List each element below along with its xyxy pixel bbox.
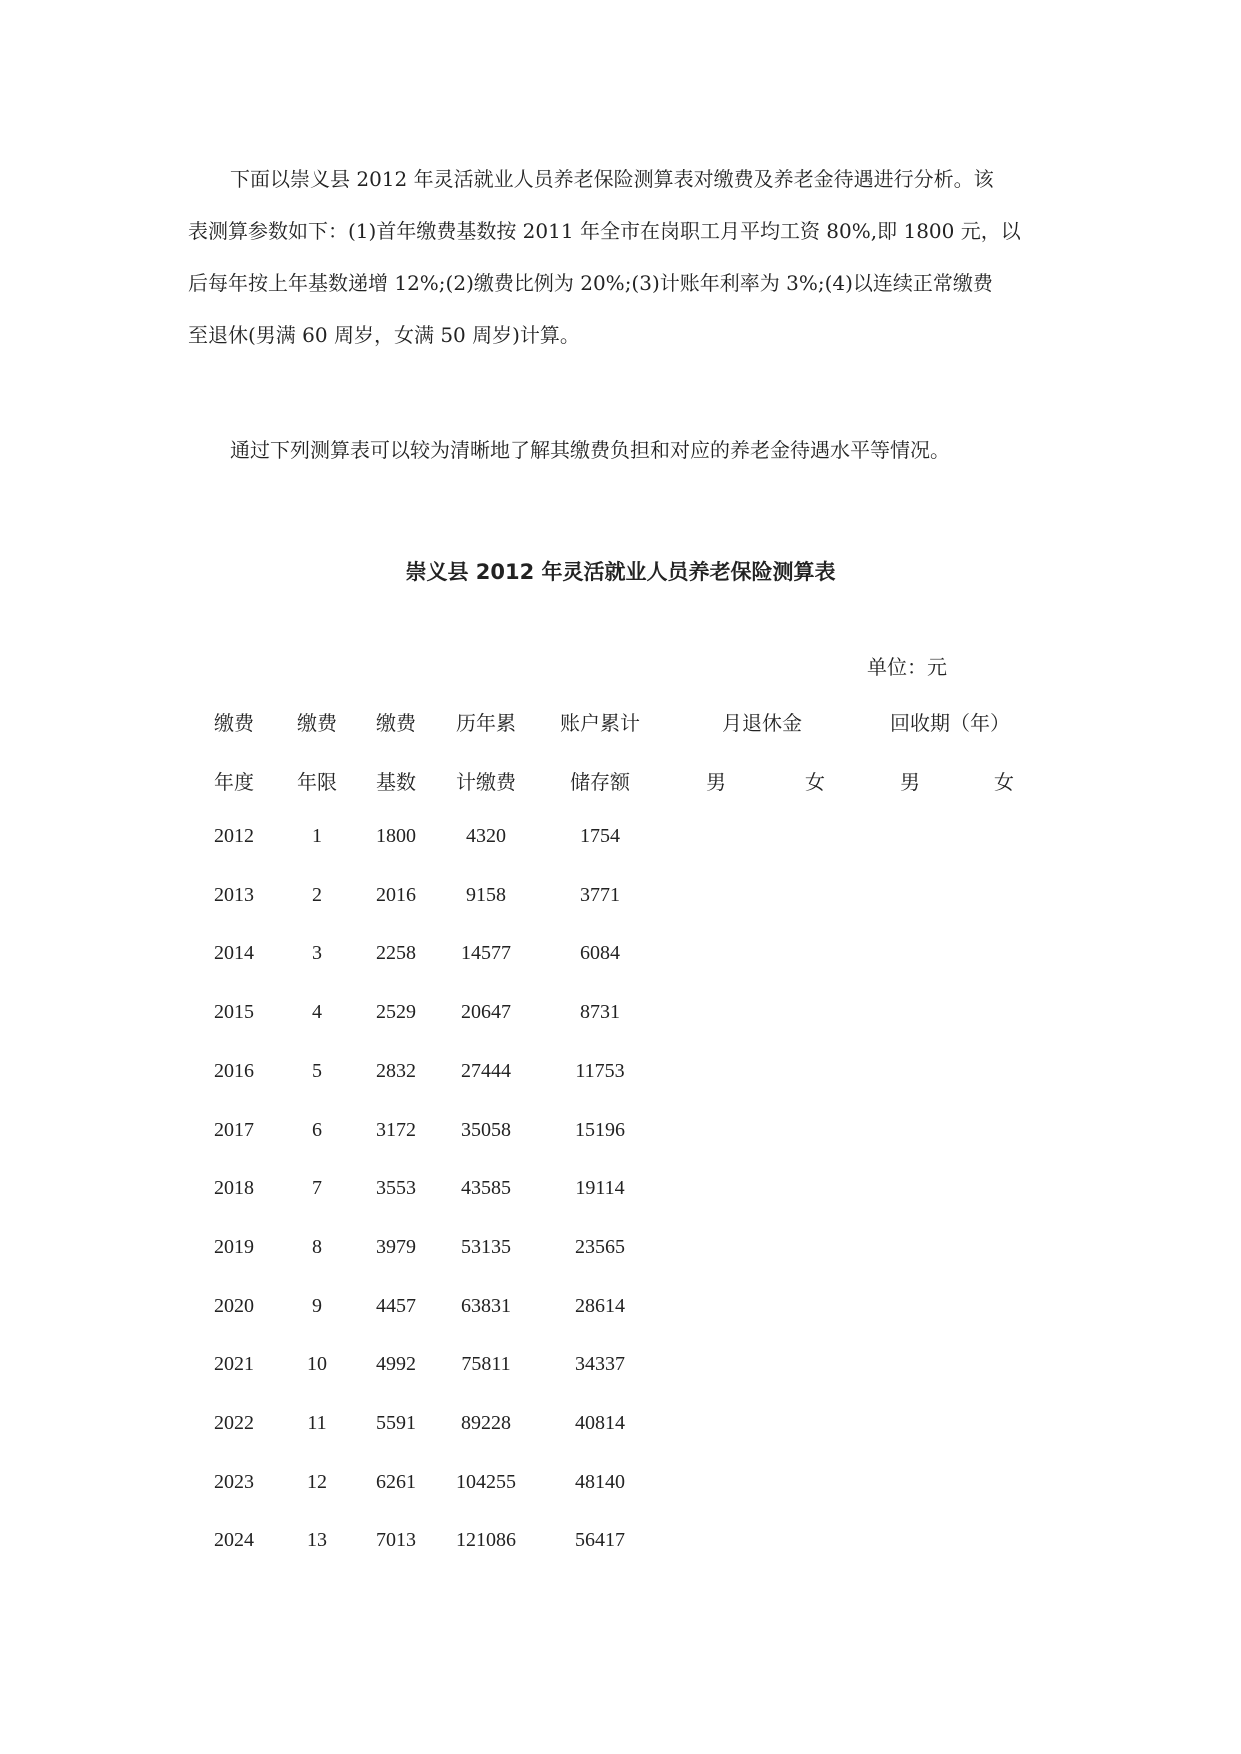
table-cell: 3553 <box>376 1177 416 1199</box>
table-cell: 89228 <box>461 1412 511 1434</box>
table-cell: 2016 <box>214 1060 254 1082</box>
table-cell: 8731 <box>580 1001 620 1023</box>
table-cell: 5591 <box>376 1412 416 1434</box>
header-cell-payback-period: 回收期（年） <box>890 711 1010 735</box>
table-cell: 63831 <box>461 1295 511 1317</box>
table-cell: 2529 <box>376 1001 416 1023</box>
table-cell: 6261 <box>376 1471 416 1493</box>
table-cell: 2014 <box>214 942 254 964</box>
table-cell: 2018 <box>214 1177 254 1199</box>
intro-line: 表测算参数如下：(1)首年缴费基数按 2011 年全市在岗职工月平均工资 80%,即 1800 元，以 <box>188 219 1021 243</box>
table-cell: 7013 <box>376 1529 416 1551</box>
table-cell: 6 <box>312 1119 322 1141</box>
header-cell: 年限 <box>297 770 337 794</box>
table-cell: 40814 <box>575 1412 625 1434</box>
intro-line: 下面以崇义县 2012 年灵活就业人员养老保险测算表对缴费及养老金待遇进行分析。该 <box>230 167 994 191</box>
table-cell: 2258 <box>376 942 416 964</box>
table-cell: 14577 <box>461 942 511 964</box>
table-cell: 10 <box>307 1353 327 1375</box>
table-cell: 5 <box>312 1060 322 1082</box>
table-cell: 2013 <box>214 884 254 906</box>
table-cell: 2019 <box>214 1236 254 1258</box>
table-cell: 53135 <box>461 1236 511 1258</box>
header-cell: 缴费 <box>214 711 254 735</box>
header-cell-female: 女 <box>805 770 825 794</box>
header-cell: 储存额 <box>570 770 630 794</box>
table-cell: 13 <box>307 1529 327 1551</box>
header-cell: 缴费 <box>297 711 337 735</box>
table-cell: 9158 <box>466 884 506 906</box>
table-cell: 56417 <box>575 1529 625 1551</box>
table-cell: 48140 <box>575 1471 625 1493</box>
table-title: 崇义县 2012 年灵活就业人员养老保险测算表 <box>405 560 836 584</box>
header-cell-male: 男 <box>706 770 726 794</box>
table-cell: 2832 <box>376 1060 416 1082</box>
table-cell: 2015 <box>214 1001 254 1023</box>
table-cell: 19114 <box>575 1177 625 1199</box>
table-cell: 3 <box>312 942 322 964</box>
table-cell: 2024 <box>214 1529 254 1551</box>
header-cell-monthly-pension: 月退休金 <box>722 711 802 735</box>
table-cell: 11753 <box>575 1060 625 1082</box>
table-cell: 3771 <box>580 884 620 906</box>
second-line: 通过下列测算表可以较为清晰地了解其缴费负担和对应的养老金待遇水平等情况。 <box>230 438 950 462</box>
header-cell: 缴费 <box>376 711 416 735</box>
table-cell: 27444 <box>461 1060 511 1082</box>
table-cell: 35058 <box>461 1119 511 1141</box>
table-cell: 6084 <box>580 942 620 964</box>
header-cell: 年度 <box>214 770 254 794</box>
header-cell-female: 女 <box>994 770 1014 794</box>
table-cell: 2 <box>312 884 322 906</box>
table-cell: 9 <box>312 1295 322 1317</box>
table-cell: 104255 <box>456 1471 516 1493</box>
table-cell: 1800 <box>376 825 416 847</box>
table-cell: 11 <box>307 1412 327 1434</box>
table-cell: 28614 <box>575 1295 625 1317</box>
header-cell: 基数 <box>376 770 416 794</box>
table-cell: 2012 <box>214 825 254 847</box>
table-cell: 2017 <box>214 1119 254 1141</box>
table-cell: 8 <box>312 1236 322 1258</box>
table-cell: 12 <box>307 1471 327 1493</box>
header-cell: 计缴费 <box>456 770 516 794</box>
table-cell: 4457 <box>376 1295 416 1317</box>
table-cell: 4992 <box>376 1353 416 1375</box>
table-cell: 2021 <box>214 1353 254 1375</box>
table-cell: 2020 <box>214 1295 254 1317</box>
table-cell: 1 <box>312 825 322 847</box>
table-cell: 43585 <box>461 1177 511 1199</box>
unit-label: 单位：元 <box>867 655 947 679</box>
table-cell: 15196 <box>575 1119 625 1141</box>
table-cell: 2016 <box>376 884 416 906</box>
table-cell: 3172 <box>376 1119 416 1141</box>
table-cell: 2023 <box>214 1471 254 1493</box>
table-cell: 20647 <box>461 1001 511 1023</box>
table-cell: 2022 <box>214 1412 254 1434</box>
header-cell: 历年累 <box>456 711 516 735</box>
table-cell: 4320 <box>466 825 506 847</box>
table-cell: 75811 <box>461 1353 511 1375</box>
header-cell: 账户累计 <box>560 711 640 735</box>
table-cell: 23565 <box>575 1236 625 1258</box>
table-cell: 4 <box>312 1001 322 1023</box>
table-cell: 121086 <box>456 1529 516 1551</box>
table-cell: 1754 <box>580 825 620 847</box>
intro-line: 至退休(男满 60 周岁，女满 50 周岁)计算。 <box>188 323 580 347</box>
header-cell-male: 男 <box>900 770 920 794</box>
intro-line: 后每年按上年基数递增 12%;(2)缴费比例为 20%;(3)计账年利率为 3%;(4)以连续正常缴费 <box>188 271 993 295</box>
table-cell: 34337 <box>575 1353 625 1375</box>
table-cell: 3979 <box>376 1236 416 1258</box>
table-cell: 7 <box>312 1177 322 1199</box>
